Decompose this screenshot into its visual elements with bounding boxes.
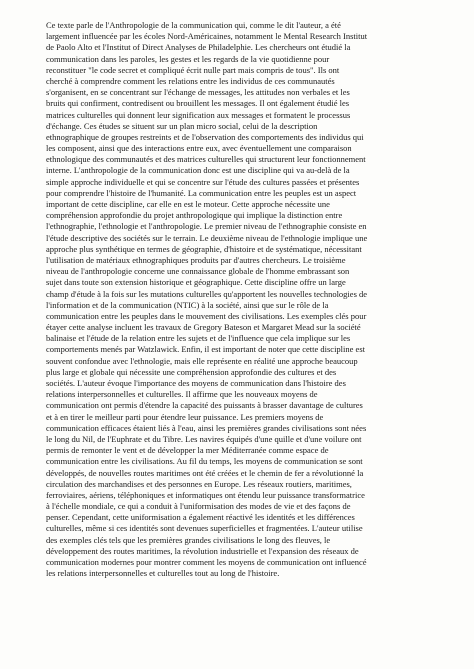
- text-line: approche plus synthétique en termes de géographie, d'histoire et de systématique, nécessitant: [46, 243, 362, 254]
- text-line: sociétés. L'auteur évoque l'importance des moyens de communication dans l'histoire des: [46, 378, 346, 388]
- text-line: ethnographique de groupes restreints et de l'observation des comportements des individus qui: [46, 131, 364, 142]
- text-line: culturelles, même si ces identités sont devenues superficielles et fragmentées. L'auteur utilise: [46, 523, 363, 534]
- text-line: bruits qui confirment, contredisent ou brouillent les messages. Il ont également étudié les: [46, 98, 350, 109]
- text-line: largement influencée par les écoles Nord-Américaines, notamment le Mental Research Institut: [46, 31, 368, 42]
- text-line: plus large et globale qui nécessite une compréhension approfondie des cultures et des: [46, 366, 337, 377]
- text-line: comportements menés par Watzlawick. Enfin, il est important de noter que cette discipline est: [46, 344, 365, 355]
- text-line: communication efficaces étaient liés à l'eau, ainsi les premières grandes civilisations sont nées: [46, 422, 367, 433]
- text-line: l'étude descriptive des sociétés sur le terrain. Le deuxième niveau de l'ethnologie implique une: [46, 232, 368, 243]
- text-line: développés, de nouvelles routes maritimes ont été créées et le chemin de fer a révolutionné la: [46, 467, 364, 478]
- text-line: relations interpersonnelles et culturelles. Il affirme que les nouveaux moyens de: [46, 389, 318, 400]
- text-line: compréhension approfondie du projet anthropologique qui implique la distinction entre: [46, 210, 343, 221]
- text-line: ferroviaires, aériens, téléphoniques et informatiques ont étendu leur puissance transformatrice: [46, 489, 365, 500]
- text-line: souvent confondue avec l'ethnologie, mais elle représente en réalité une approche beaucoup: [46, 355, 358, 366]
- text-line: circulation des marchandises et des personnes en Europe. Les réseaux routiers, maritimes,: [46, 478, 352, 489]
- body-text: [46, 20, 448, 579]
- text-line: ethnologique des communautés et des matrices culturelles qui structurent leur fonctionnement: [46, 154, 366, 165]
- text-line: pour comprendre l'histoire de l'humanité. La communication entre les peuples est un aspect: [46, 187, 357, 198]
- text-line: d'échange. Ces études se situent sur un plan micro social, celui de la description: [46, 120, 318, 131]
- text-line: penser. Cependant, cette uniformisation a également réactivé les identités et les différences: [46, 512, 355, 523]
- text-line: champ d'étude à la fois sur les mutations culturelles qu'apportent les nouvelles technologies de: [46, 288, 368, 299]
- text-line: développement des routes maritimes, la révolution industrielle et l'expansion des réseaux de: [46, 545, 359, 556]
- text-line: s'organisent, en se concentrant sur l'échange de messages, les attitudes non verbales et les: [46, 87, 350, 98]
- text-line: interne. L'anthropologie de la communication donc est une discipline qui va au-delà de la: [46, 165, 350, 176]
- text-line: des exemples clés tels que les premières grandes civilisations le long des fleuves, le: [46, 534, 331, 545]
- text-line: niveau de l'anthropologie concerne une connaissance globale de l'homme embrassant son: [46, 266, 350, 277]
- text-line: l'information et de la communication (NTIC) à la société, ainsi que sur le rôle de la: [46, 299, 329, 310]
- text-line: matrices culturelles qui donnent leur signification aux messages et formatent le processus: [46, 109, 351, 120]
- text-line: communication modernes pour montrer comment les moyens de communication ont influencé: [46, 557, 367, 567]
- text-line: permis de remonter le vent et de développer la mer Méditerranée comme espace de: [46, 445, 329, 456]
- text-line: balinaise et l'étude de la relation entre les sujets et de l'influence que cela implique sur les: [46, 333, 351, 344]
- text-line: les composent, ainsi que des interactions entre eux, avec éventuellement une comparaison: [46, 143, 352, 154]
- text-line: de Paolo Alto et l'Institut of Direct Analyses de Philadelphie. Les chercheurs ont étudié la: [46, 42, 351, 53]
- text-line: cherché à comprendre comment les relations entre les individus de ces communautés: [46, 75, 335, 86]
- text-line: sujet dans toute son extension historique et géographique. Cette discipline offre un large: [46, 277, 346, 288]
- text-line: communication entre les peuples dans le mouvement des civilisations. Les exemples clés pour: [46, 310, 367, 321]
- text-line: reconstituer "le code secret et compliqué écrit nulle part mais compris de tous". Ils ont: [46, 64, 340, 75]
- text-line: l'ethnographie, l'ethnologie et l'anthropologie. Le premier niveau de l'ethnographie consiste en: [46, 221, 367, 232]
- text-line: simple approche individuelle et qui se concentre sur l'étude des cultures passées et présentes: [46, 176, 360, 187]
- text-line: communication entre les civilisations. Au fil du temps, les moyens de communication se sont: [46, 456, 363, 467]
- text-line: étayer cette analyse incluent les travaux de Gregory Bateson et Margaret Mead sur la société: [46, 322, 361, 333]
- text-line: les relations interpersonnelles et culturelles tout au long de l'histoire.: [46, 568, 280, 579]
- text-line: communication ont permis d'étendre la capacité des puissants à brasser davantage de cultures: [46, 400, 363, 411]
- text-line: et à en tirer le meilleur parti pour étendre leur puissance. Les premiers moyens de: [46, 411, 324, 422]
- text-line: important de cette discipline, car elle en est le moteur. Cette approche nécessite une: [46, 199, 330, 209]
- text-line: communication dans les paroles, les gestes et les regards de la vie quotidienne pour: [46, 53, 330, 64]
- text-line: l'utilisation de matériaux ethnographiques produits par d'autres chercheurs. Le troisième: [46, 254, 346, 265]
- text-line: le long du Nil, de l'Euphrate et du Tibre. Les navires équipés d'une quille et d'une voilure ont: [46, 433, 362, 444]
- text-line: Ce texte parle de l'Anthropologie de la communication qui, comme le dit l'auteur, a été: [46, 20, 341, 30]
- text-line: à l'échelle mondiale, ce qui a conduit à l'uniformisation des modes de vie et des façons de: [46, 501, 351, 512]
